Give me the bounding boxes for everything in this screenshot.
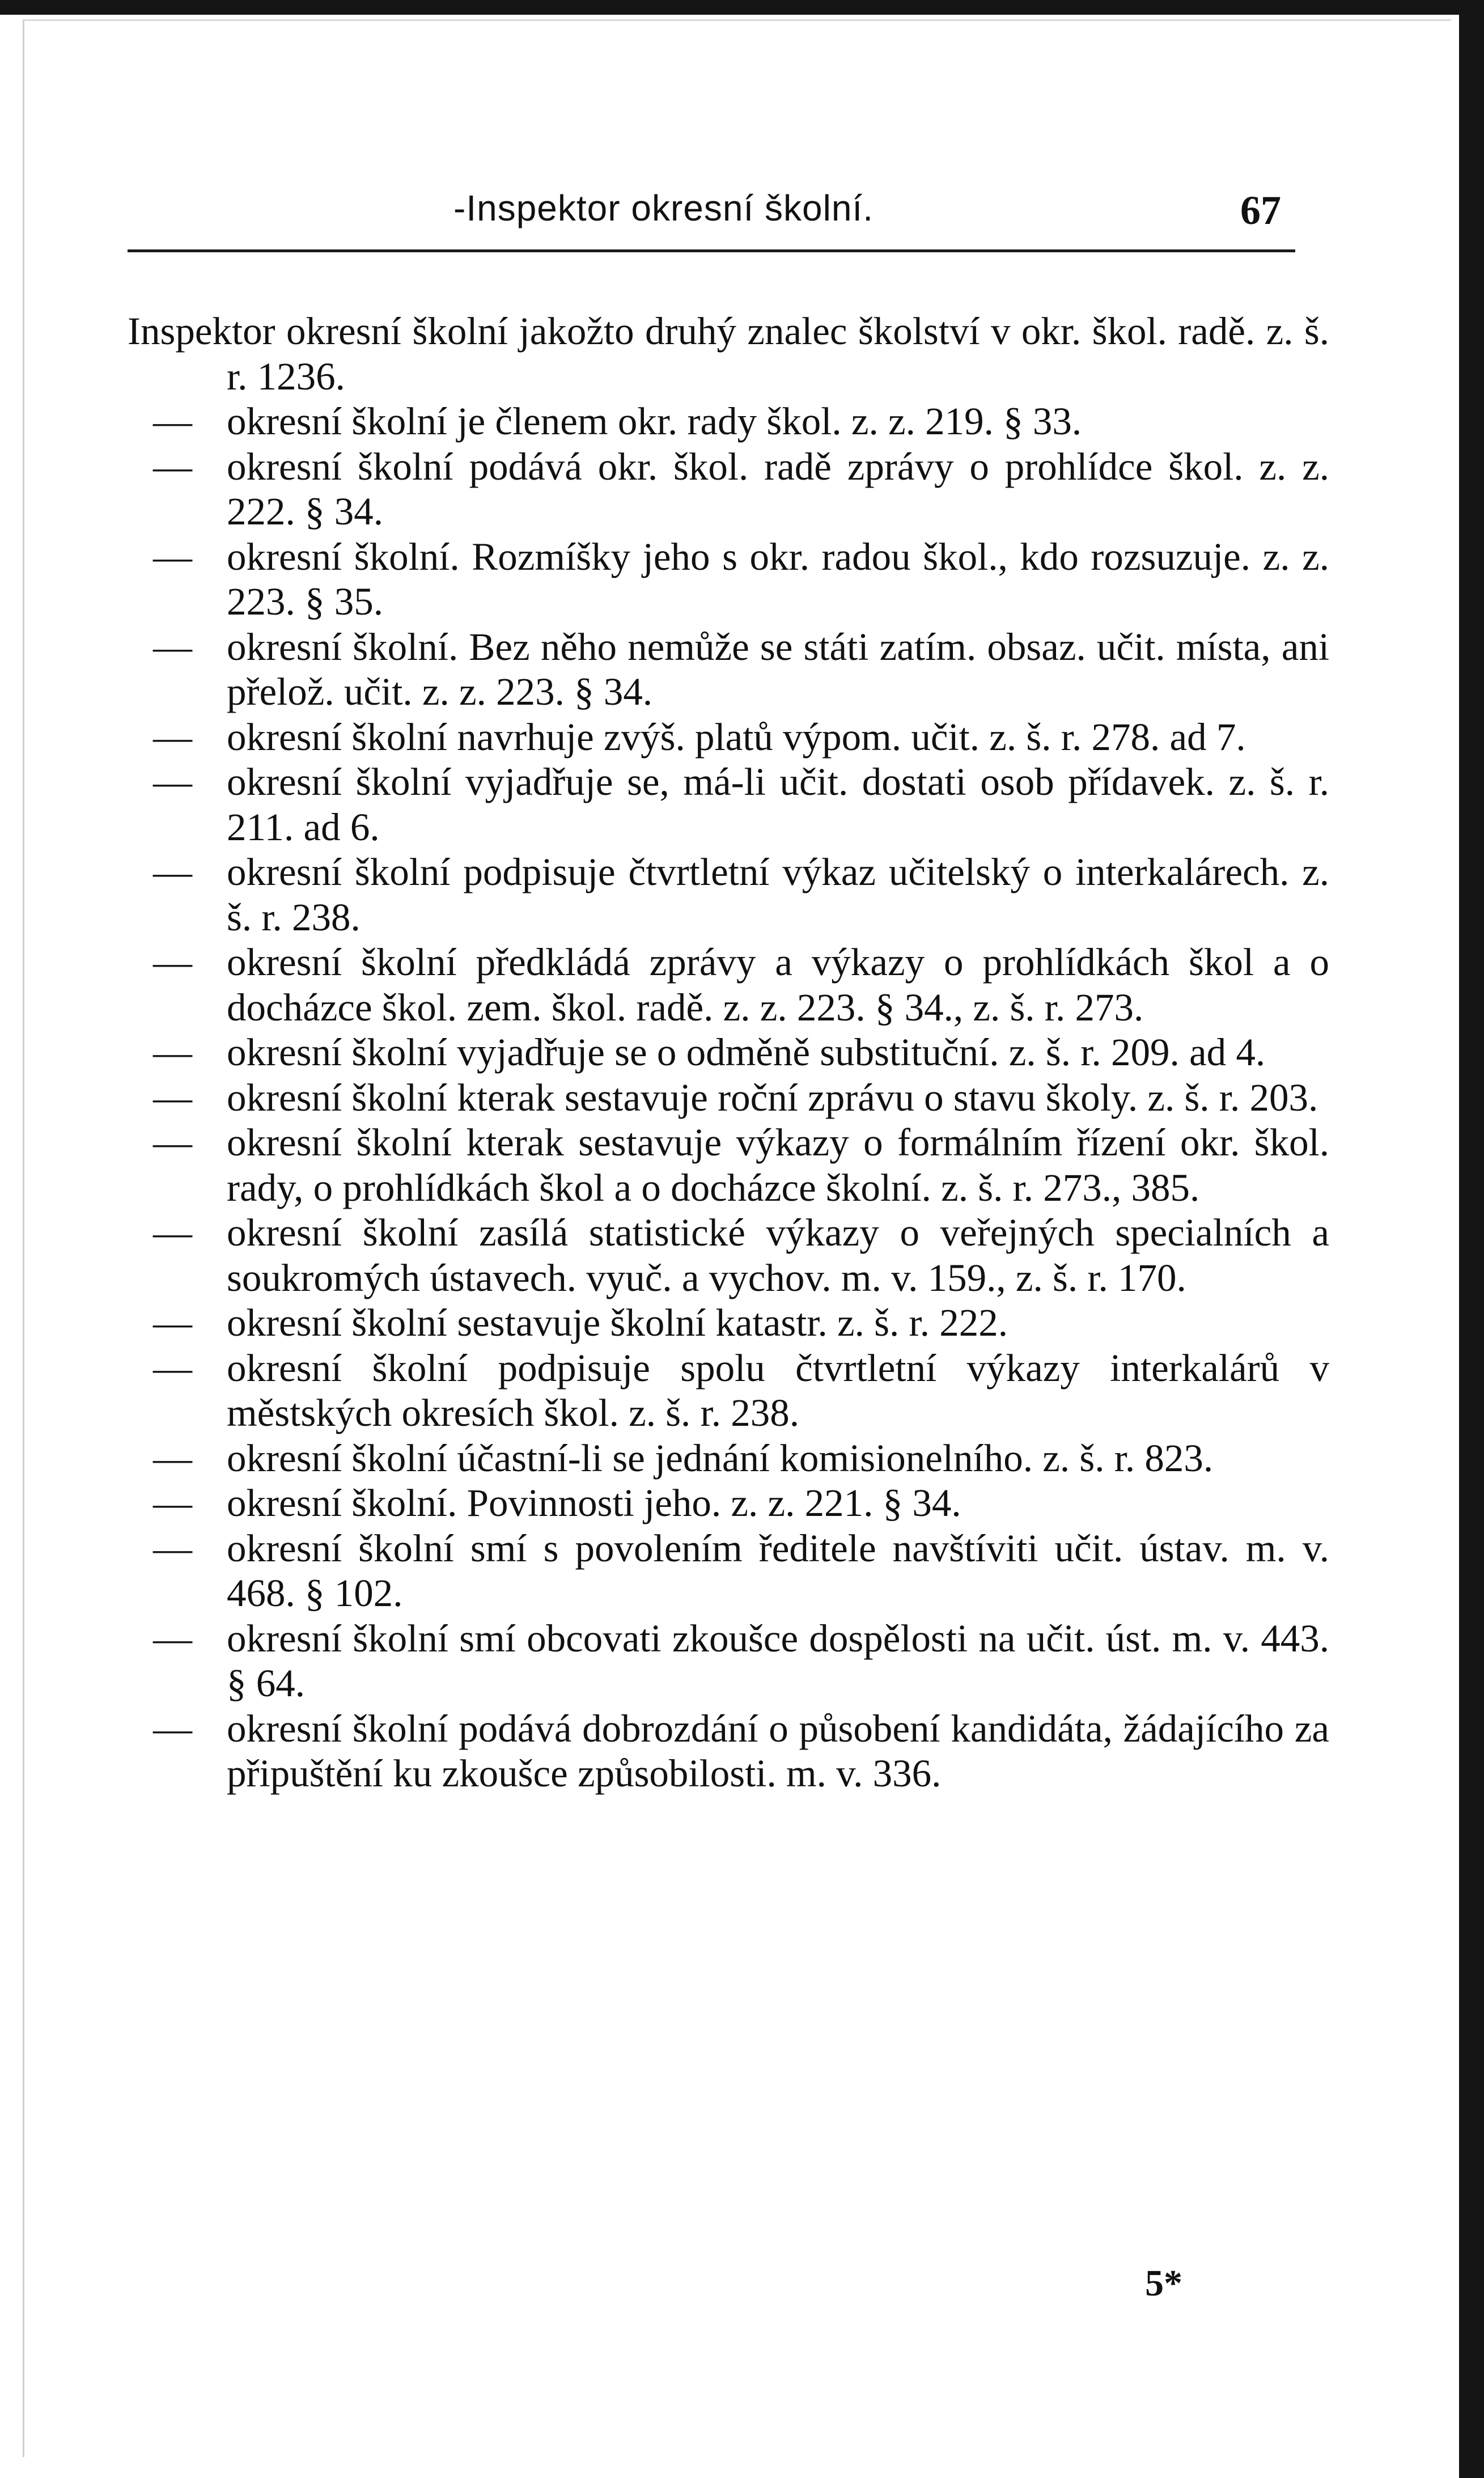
index-entries xyxy=(128,309,1329,1797)
entry-text: okresní školní podpisuje spolu čtvrtletní výkazy interkalárů v městských okresích škol. z. š. r. 238. xyxy=(227,1346,1329,1434)
entry-text: okresní školní zasílá statistické výkazy o veřejných specialních a soukromých ústavech. vyuč. a vychov. m. v. 159., z. š. r. 170. xyxy=(227,1211,1329,1299)
index-entry xyxy=(128,309,1329,399)
index-entry xyxy=(128,1346,1329,1436)
entry-text: okresní školní sestavuje školní katastr. z. š. r. 222. xyxy=(227,1301,1008,1344)
index-entry xyxy=(128,1030,1329,1075)
page-number: 67 xyxy=(1240,188,1281,233)
index-entry xyxy=(128,940,1329,1030)
index-entry xyxy=(128,535,1329,625)
entry-dash: — xyxy=(153,1481,192,1524)
entry-text: okresní školní navrhuje zvýš. platů výpom. učit. z. š. r. 278. ad 7. xyxy=(227,715,1246,759)
entry-dash: — xyxy=(153,1436,192,1480)
index-entry xyxy=(128,1301,1329,1346)
index-entry xyxy=(128,625,1329,715)
entry-text: okresní školní podává okr. škol. radě zprávy o prohlídce škol. z. z. 222. § 34. xyxy=(227,444,1329,533)
entry-text: okresní školní smí obcovati zkoušce dospělosti na učit. úst. m. v. 443. § 64. xyxy=(227,1616,1329,1705)
entry-text: okresní školní. Bez něho nemůže se státi zatím. obsaz. učit. místa, ani přelož. učit. z. z. 223. § 34. xyxy=(227,625,1329,713)
entry-dash: — xyxy=(153,535,192,578)
index-entry xyxy=(128,1706,1329,1797)
entry-text: okresní školní. Povinnosti jeho. z. z. 221. § 34. xyxy=(227,1481,961,1524)
running-head xyxy=(0,187,1484,238)
entry-text: okresní školní podává dobrozdání o působení kandidáta, žádajícího za připuštění ku zkoušce způsobilosti. m. v. 336. xyxy=(227,1706,1329,1795)
entry-dash: — xyxy=(153,1075,192,1119)
index-entry xyxy=(128,399,1329,444)
entry-dash: — xyxy=(153,760,192,803)
index-entry xyxy=(128,1436,1329,1481)
entry-text: okresní školní podpisuje čtvrtletní výkaz učitelský o interkalárech. z. š. r. 238. xyxy=(227,850,1329,939)
index-entry xyxy=(128,1210,1329,1301)
index-entry xyxy=(128,1075,1329,1121)
entry-dash: — xyxy=(153,1031,192,1074)
entry-dash: — xyxy=(153,850,192,893)
entry-dash: — xyxy=(153,625,192,668)
index-entry xyxy=(128,850,1329,940)
index-entry xyxy=(128,1526,1329,1616)
running-title: -Inspektor okresní školní. xyxy=(453,188,874,228)
entry-text: okresní školní účastní-li se jednání komisionelního. z. š. r. 823. xyxy=(227,1436,1214,1480)
entry-text: okresní školní kterak sestavuje roční zprávu o stavu školy. z. š. r. 203. xyxy=(227,1075,1318,1119)
entry-dash: — xyxy=(153,1121,192,1164)
entry-text: Inspektor okresní školní jakožto druhý znalec školství v okr. škol. radě. z. š. r. 1236. xyxy=(128,310,1329,398)
entry-text: okresní školní vyjadřuje se, má-li učit. dostati osob přídavek. z. š. r. 211. ad 6. xyxy=(227,760,1329,849)
entry-dash: — xyxy=(153,1706,192,1750)
entry-text: okresní školní vyjadřuje se o odměně substituční. z. š. r. 209. ad 4. xyxy=(227,1031,1266,1074)
entry-dash: — xyxy=(153,1526,192,1570)
entry-text: okresní školní předkládá zprávy a výkazy o prohlídkách škol a o docházce škol. zem. škol. radě. z. z. 223. § 34., z. š. r. 273. xyxy=(227,941,1329,1029)
entry-dash: — xyxy=(153,941,192,984)
index-entry xyxy=(128,444,1329,535)
entry-dash: — xyxy=(153,400,192,443)
entry-dash: — xyxy=(153,444,192,488)
index-entry xyxy=(128,1481,1329,1526)
entry-dash: — xyxy=(153,1301,192,1344)
entry-text: okresní školní. Rozmíšky jeho s okr. radou škol., kdo rozsuzuje. z. z. 223. § 35. xyxy=(227,535,1329,623)
index-entry xyxy=(128,760,1329,850)
entry-text: okresní školní smí s povolením ředitele navštíviti učit. ústav. m. v. 468. § 102. xyxy=(227,1526,1329,1615)
entry-dash: — xyxy=(153,1616,192,1660)
entry-dash: — xyxy=(153,715,192,759)
scan-border-right xyxy=(1459,0,1484,2478)
index-entry xyxy=(128,1120,1329,1210)
header-rule xyxy=(128,249,1295,252)
entry-text: okresní školní kterak sestavuje výkazy o formálním řízení okr. škol. rady, o prohlídkách škol a o docházce školní. z. š. r. 273., 385. xyxy=(227,1121,1329,1209)
index-entry xyxy=(128,1616,1329,1706)
scan-border-top xyxy=(0,0,1484,15)
entry-dash: — xyxy=(153,1211,192,1254)
index-entry xyxy=(128,715,1329,760)
entry-dash: — xyxy=(153,1346,192,1390)
sheet-signature-mark: 5* xyxy=(1145,2263,1182,2304)
entry-text: okresní školní je členem okr. rady škol. z. z. 219. § 33. xyxy=(227,400,1082,443)
